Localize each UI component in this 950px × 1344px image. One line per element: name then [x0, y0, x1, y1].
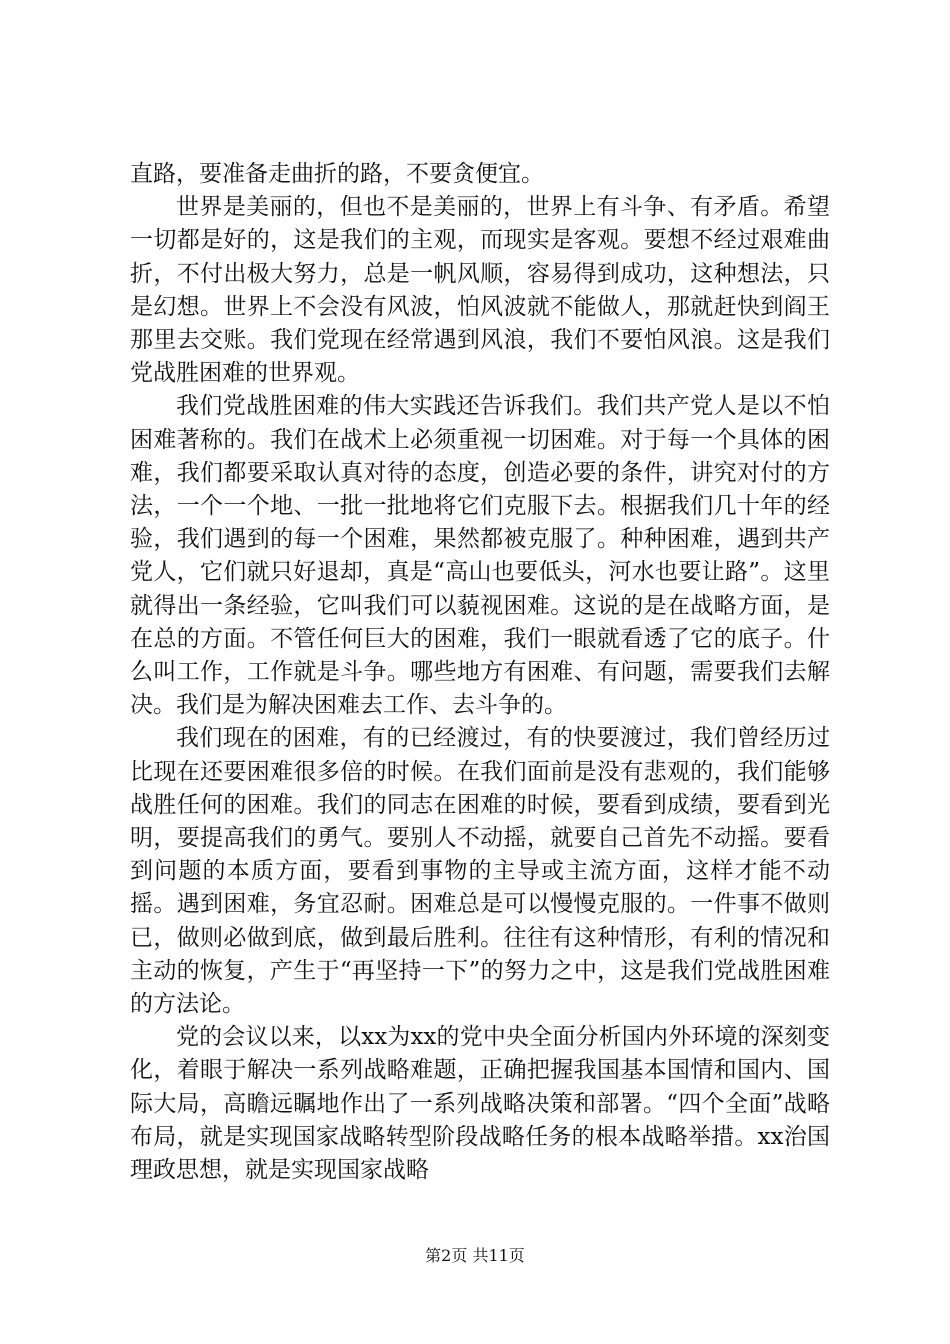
- document-body: [130, 158, 830, 1187]
- paragraph-methodology: 我们现在的困难，有的已经渡过，有的快要渡过，我们曾经历过比现在还要困难很多倍的时候。在我们面前是没有悲观的，我们能够战胜任何的困难。我们的同志在困难的时候，要看到成绩，要看到光明，要提高我们的勇气。要别人不动摇，就要自己首先不动摇。要看到问题的本质方面，要看到事物的主导或主流方面，这样才能不动摇。遇到困难，务宜忍耐。困难总是可以慢慢克服的。一件事不做则已，做则必做到底，做到最后胜利。往往有这种情形，有利的情况和主动的恢复，产生于“再坚持一下”的努力之中，这是我们党战胜困难的方法论。: [130, 725, 830, 1018]
- paragraph-strategy: 党的会议以来，以xx为xx的党中央全面分析国内外环境的深刻变化，着眼于解决一系列战略难题，正确把握我国基本国情和国内、国际大局，高瞻远瞩地作出了一系列战略决策和部署。“四个全面”战略布局，就是实现国家战略转型阶段战略任务的根本战略举措。xx治国理政思想，就是实现国家战略: [130, 1024, 830, 1184]
- paragraph-continuation: 直路，要准备走曲折的路，不要贪便宜。: [130, 161, 544, 187]
- page-number-footer: 第2页 共11页: [425, 1246, 525, 1265]
- paragraph-practice: 我们党战胜困难的伟大实践还告诉我们。我们共产党人是以不怕困难著称的。我们在战术上必须重视一切困难。对于每一个具体的困难，我们都要采取认真对待的态度，创造必要的条件，讲究对付的方法，一个一个地、一批一批地将它们克服下去。根据我们几十年的经验，我们遇到的每一个困难，果然都被克服了。种种困难，遇到共产党人，它们就只好退却，真是“高山也要低头，河水也要让路”。这里就得出一条经验，它叫我们可以藐视困难。这说的是在战略方面，是在总的方面。不管任何巨大的困难，我们一眼就看透了它的底子。什么叫工作，工作就是斗争。哪些地方有困难、有问题，需要我们去解决。我们是为解决困难去工作、去斗争的。: [130, 393, 830, 719]
- paragraph-worldview: 世界是美丽的，但也不是美丽的，世界上有斗争、有矛盾。希望一切都是好的，这是我们的主观，而现实是客观。要想不经过艰难曲折，不付出极大努力，总是一帆风顺，容易得到成功，这种想法，只是幻想。世界上不会没有风波，怕风波就不能做人，那就赶快到阎王那里去交账。我们党现在经常遇到风浪，我们不要怕风浪。这是我们党战胜困难的世界观。: [130, 194, 830, 387]
